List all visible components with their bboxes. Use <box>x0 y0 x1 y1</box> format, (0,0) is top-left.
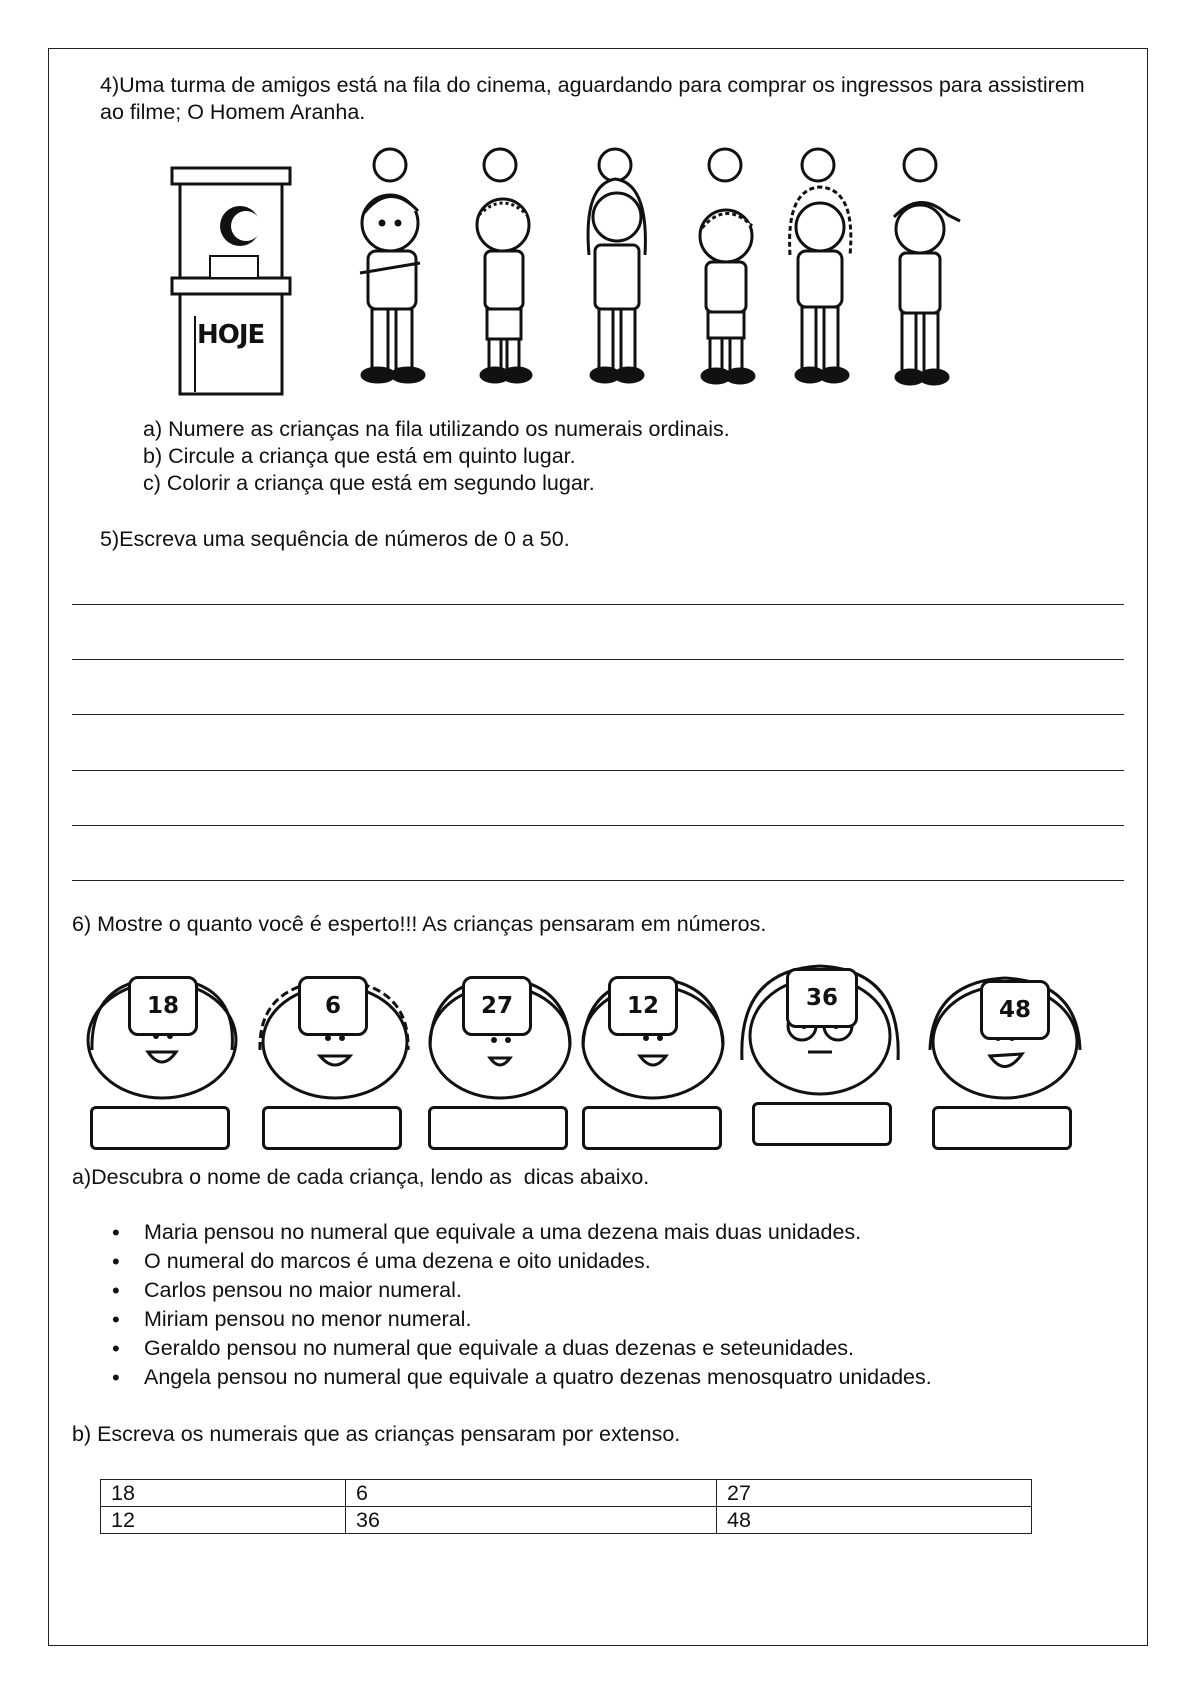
children-faces-illustration <box>80 960 1090 1100</box>
face-number-18: 18 <box>128 976 198 1036</box>
clue-item: • Angela pensou no numeral que equivale a quatro dezenas menosquatro unidades. <box>108 1363 932 1392</box>
table-row <box>101 1507 1032 1534</box>
question-5-text: 5)Escreva uma sequência de números de 0 a 50. <box>100 527 570 551</box>
clue-item: • Geraldo pensou no numeral que equivale a duas dezenas e seteunidades. <box>108 1334 932 1363</box>
answer-line[interactable] <box>72 604 1112 605</box>
question-6b-text: b) Escreva os numerais que as crianças pensaram por extenso. <box>72 1422 681 1446</box>
face-number-36: 36 <box>786 968 858 1028</box>
table-cell[interactable]: 12 <box>101 1507 346 1534</box>
task-c: c) Colorir a criança que está em segundo lugar. <box>143 471 595 495</box>
name-answer-box[interactable] <box>262 1106 402 1150</box>
table-cell[interactable]: 48 <box>717 1507 1032 1534</box>
table-cell[interactable]: 18 <box>101 1480 346 1507</box>
answer-line[interactable] <box>72 659 1112 660</box>
face-number-6: 6 <box>298 976 368 1036</box>
face-number-27: 27 <box>462 976 532 1036</box>
answer-line[interactable] <box>72 880 1112 881</box>
face-number-48: 48 <box>980 980 1050 1040</box>
question-4-text: 4)Uma turma de amigos está na fila do cinema, aguardando para comprar os ingressos para assistirem ao filme; O Homem Aranha. <box>100 73 1085 124</box>
name-answer-box[interactable] <box>582 1106 722 1150</box>
answer-line[interactable] <box>72 825 1112 826</box>
clue-item: • O numeral do marcos é uma dezena e oito unidades. <box>108 1247 932 1276</box>
table-cell[interactable]: 6 <box>346 1480 717 1507</box>
answer-line[interactable] <box>72 714 1112 715</box>
task-b: b) Circule a criança que está em quinto lugar. <box>143 444 576 468</box>
name-answer-box[interactable] <box>932 1106 1072 1150</box>
name-answer-box[interactable] <box>90 1106 230 1150</box>
question-6-text: 6) Mostre o quanto você é esperto!!! As crianças pensaram em números. <box>72 912 767 936</box>
table-cell[interactable]: 27 <box>717 1480 1032 1507</box>
task-a: a) Numere as crianças na fila utilizando os numerais ordinais. <box>143 417 730 441</box>
clue-item: • Maria pensou no numeral que equivale a uma dezena mais duas unidades. <box>108 1218 932 1247</box>
face-number-12: 12 <box>608 976 678 1036</box>
clue-item: • Carlos pensou no maior numeral. <box>108 1276 932 1305</box>
children-in-line-illustration <box>300 145 1000 385</box>
booth-sign: HOJE <box>197 320 265 350</box>
name-answer-box[interactable] <box>428 1106 568 1150</box>
question-6a-text: a)Descubra o nome de cada criança, lendo as dicas abaixo. <box>72 1165 650 1189</box>
table-cell[interactable]: 36 <box>346 1507 717 1534</box>
numbers-table <box>100 1479 1032 1534</box>
ticket-booth-illustration <box>170 166 300 396</box>
table-row <box>101 1480 1032 1507</box>
clue-list <box>108 1218 932 1392</box>
answer-line[interactable] <box>72 770 1112 771</box>
name-answer-box[interactable] <box>752 1102 892 1146</box>
clue-item: • Miriam pensou no menor numeral. <box>108 1305 932 1334</box>
